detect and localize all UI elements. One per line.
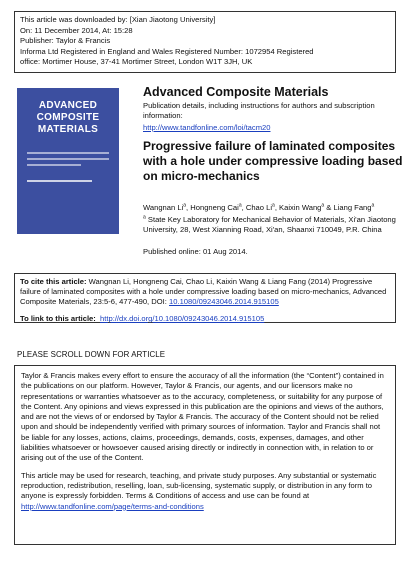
cover-editors-line: [23, 180, 113, 182]
affiliation: $^a$ State Key Laboratory for Mechanical Behavior of Materials, Xi'an Jiaotong University, 28, West Xianning Road, Xi'an, Shaanxi 710049, P.R. China: [143, 214, 396, 235]
author-name: Wangnan Li: [143, 203, 184, 212]
office-line: office: Mortimer House, 37-41 Mortimer Street, London W1T 3JH, UK: [20, 57, 253, 67]
author-name: Liang Fang: [333, 203, 372, 212]
scroll-notice: PLEASE SCROLL DOWN FOR ARTICLE: [17, 350, 166, 359]
journal-link[interactable]: http://www.tandfonline.com/loi/tacm20: [143, 123, 271, 132]
doi-link[interactable]: 10.1080/09243046.2014.915105: [169, 297, 279, 307]
published-date: Published online: 01 Aug 2014.: [143, 247, 248, 256]
download-line: This article was downloaded by: [Xian Jiaotong University]: [20, 15, 216, 24]
article-title: Progressive failure of laminated composites with a hole under compressive loading based on micro-mechanics: [143, 139, 403, 183]
author-name: Hongneng Cai: [190, 203, 239, 212]
publisher-line: Publisher: Taylor & Francis: [20, 36, 111, 46]
publication-details: Publication details, including instructions for authors and subscription information:: [143, 101, 375, 121]
registration-line: Informa Ltd Registered in England and Wales Registered Number: 1072954 Registered: [20, 46, 314, 56]
article-permalink[interactable]: http://dx.doi.org/10.1080/09243046.2014.915105: [100, 313, 265, 323]
disclaimer-box: [14, 365, 396, 545]
journal-title: Advanced Composite Materials: [143, 85, 329, 99]
citation-box: [14, 273, 396, 323]
link-label: To link to this article:: [20, 313, 96, 323]
author-list: Wangnan Li$^a$, Hongneng Cai$^a$, Chao Li$^a$, Kaixin Wang$^a$ & Liang Fang$^a$: [143, 202, 375, 212]
cover-subtitle-lines: [23, 152, 113, 166]
citation-text: To cite this article: Wangnan Li, Hongneng Cai, Chao Li, Kaixin Wang & Liang Fang (2014) Progressive failure of laminated composites with a hole under compressive loading based on micro-mechanics, Advanced Composite Materials, 23:5-6, 477-490, DOI: 10.1080/09243046.2014.915105: [20, 277, 387, 307]
author-name: Kaixin Wang: [279, 203, 322, 212]
download-info-box: [14, 11, 396, 73]
permalink-row: [20, 314, 390, 324]
author-name: Chao Li: [245, 203, 273, 212]
disclaimer-paragraph: Taylor & Francis makes every effort to ensure the accuracy of all the information (the “Content”) contained in the publications on our platform. However, Taylor & Francis, our agents, and our licensors make no representations or warranties whatsoever as to the accuracy, completeness, or suitability for any purpose of the Content. Any opinions and views expressed in this publication are the opinions and views of the authors, and are not the views of or endorsed by Taylor & Francis. The accuracy of the Content should not be relied upon and should be independently verified with primary sources of information. Taylor and Francis shall not be liable for any losses, actions, claims, proceedings, demands, costs, expenses, damages, and other liabilities whatsoever or howsoever caused arising directly or indirectly in connection with, in relation to or arising out of the use of the Content.: [21, 371, 384, 463]
citation-label: To cite this article:: [20, 277, 87, 286]
download-date-line: On: 11 December 2014, At: 15:28: [20, 25, 133, 35]
cover-title: ADVANCED COMPOSITE MATERIALS: [36, 100, 100, 135]
terms-link[interactable]: http://www.tandfonline.com/page/terms-and-conditions: [21, 501, 204, 511]
terms-paragraph: This article may be used for research, teaching, and private study purposes. Any substantial or systematic reproduction, redistribution, reselling, loan, sub-licensing, systematic supply, or distribution in any form to anyone is expressly forbidden. Terms & Conditions of access and use can be found at http://www.tandfonline.com/page/terms-and-conditions: [21, 470, 377, 511]
journal-cover-image: [17, 88, 119, 234]
